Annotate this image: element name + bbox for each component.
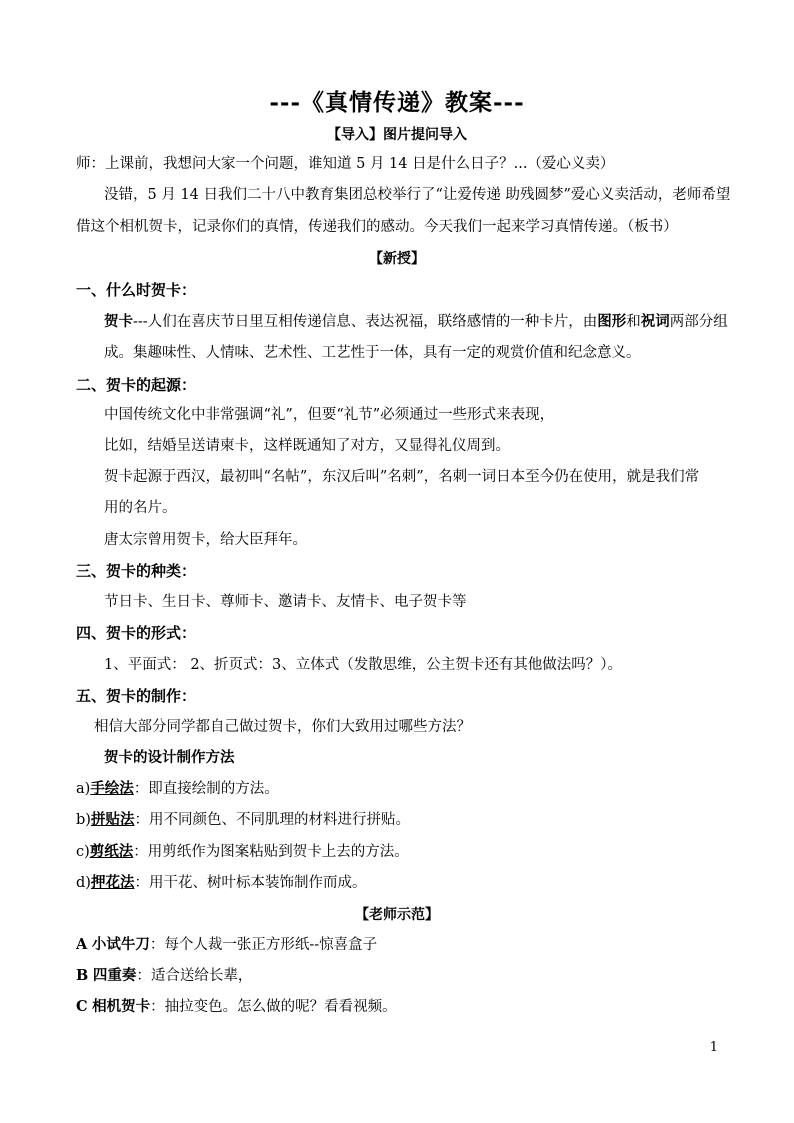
section-2-line-3: 贺卡起源于西汉，最初叫“名帖”，东汉后叫”名刺”，名刺一词日本至今仍在使用，就是我们常 <box>104 469 700 485</box>
section-1-heading: 一、什么时贺卡： <box>76 281 197 299</box>
page-number: 1 <box>709 1040 718 1055</box>
method-item <box>76 779 279 799</box>
intro-line-3: 借这个相机贺卡，记录你们的真情，传递我们的感动。今天我们一起来学习真情传递。（板书） <box>76 219 678 235</box>
method-prefix: c) <box>76 844 90 860</box>
new-lesson-heading: 【新授】 <box>369 251 425 267</box>
demo-heading: 【老师示范】 <box>355 907 439 923</box>
section-3-line-1: 节日卡、生日卡、尊师卡、邀请卡、友情卡、电子贺卡等 <box>104 594 467 610</box>
demo-prefix: A <box>76 936 88 953</box>
method-item <box>76 873 366 893</box>
section-2-line-5: 唐太宗曾用贺卡，给大臣拜年。 <box>104 532 307 548</box>
term-greeting: 祝词 <box>640 313 670 330</box>
intro-line-2: 没错，5 月 14 日我们二十八中教育集团总校举行了“让爱传递 助残圆梦”爱心义卖活动，老师希望 <box>104 187 731 203</box>
section-5-line-1: 相信大部分同学都自己做过贺卡，你们大致用过哪些方法？ <box>94 719 471 735</box>
section-2-line-1: 中国传统文化中非常强调“礼”，但要“礼节”必须通过一些形式来表现， <box>104 407 555 423</box>
section-5-subheading: 贺卡的设计制作方法 <box>104 749 235 766</box>
method-prefix: a) <box>76 781 91 797</box>
method-desc: ：用不同颜色、不同肌理的材料进行拼贴。 <box>134 812 410 828</box>
demo-prefix: B <box>76 967 89 984</box>
demo-desc: ：每个人裁一张正方形纸--惊喜盒子 <box>149 937 378 953</box>
section-3-heading: 三、贺卡的种类： <box>76 562 197 580</box>
intro-line-1: 师：上课前，我想问大家一个问题，谁知道 5 月 14 日是什么日子？...（爱心义卖） <box>76 156 615 172</box>
section-4-heading: 四、贺卡的形式： <box>76 624 197 642</box>
section-2-line-2: 比如，结婚呈送请柬卡，这样既通知了对方，又显得礼仪周到。 <box>104 438 510 454</box>
method-name: 拼贴法 <box>90 811 135 828</box>
method-desc: ：用干花、树叶标本装饰制作而成。 <box>134 875 367 891</box>
method-item <box>76 810 410 830</box>
method-name: 剪纸法 <box>89 843 134 860</box>
section-1-line-1 <box>104 312 728 332</box>
demo-desc: ：适合送给长辈， <box>136 968 253 984</box>
demo-item <box>76 935 377 955</box>
demo-name: 四重奏 <box>92 967 137 984</box>
demo-desc: ：抽拉变色。怎么做的呢？看看视频。 <box>150 999 397 1015</box>
section-1-text-a: ---人们在喜庆节日里互相传递信息、表达祝福，联络感情的一种卡片，由 <box>133 314 598 330</box>
method-prefix: d) <box>76 875 91 891</box>
demo-item <box>76 966 252 986</box>
document-title: ---《真情传递》教案--- <box>269 89 525 116</box>
section-1-text-c: 两部分组 <box>669 314 728 330</box>
demo-item <box>76 997 397 1017</box>
section-4-line-1: 1、平面式： 2、折页式：3、立体式（发散思维，公主贺卡还有其他做法吗？）。 <box>104 657 623 673</box>
term-graphics: 图形 <box>597 313 627 330</box>
section-5-heading: 五、贺卡的制作： <box>76 687 197 705</box>
demo-prefix: C <box>76 998 88 1015</box>
method-name: 手绘法 <box>90 780 134 797</box>
section-1-line-2: 成。集趣味性、人情味、艺术性、工艺性于一体，具有一定的观赏价值和纪念意义。 <box>104 345 641 361</box>
demo-name: 小试牛刀 <box>91 936 150 953</box>
section-2-heading: 二、贺卡的起源： <box>76 376 197 394</box>
intro-heading: 【导入】图片提问导入 <box>327 127 467 143</box>
method-prefix: b) <box>76 812 91 828</box>
method-desc: ：用剪纸作为图案粘贴到贺卡上去的方法。 <box>133 844 409 860</box>
method-item <box>76 842 409 862</box>
section-1-text-b: 和 <box>626 314 641 330</box>
term-card: 贺卡 <box>104 313 133 330</box>
section-2-line-4: 用的名片。 <box>104 500 177 516</box>
method-name: 押花法 <box>90 874 135 891</box>
demo-name: 相机贺卡 <box>92 998 151 1015</box>
method-desc: ：即直接绘制的方法。 <box>133 781 279 797</box>
